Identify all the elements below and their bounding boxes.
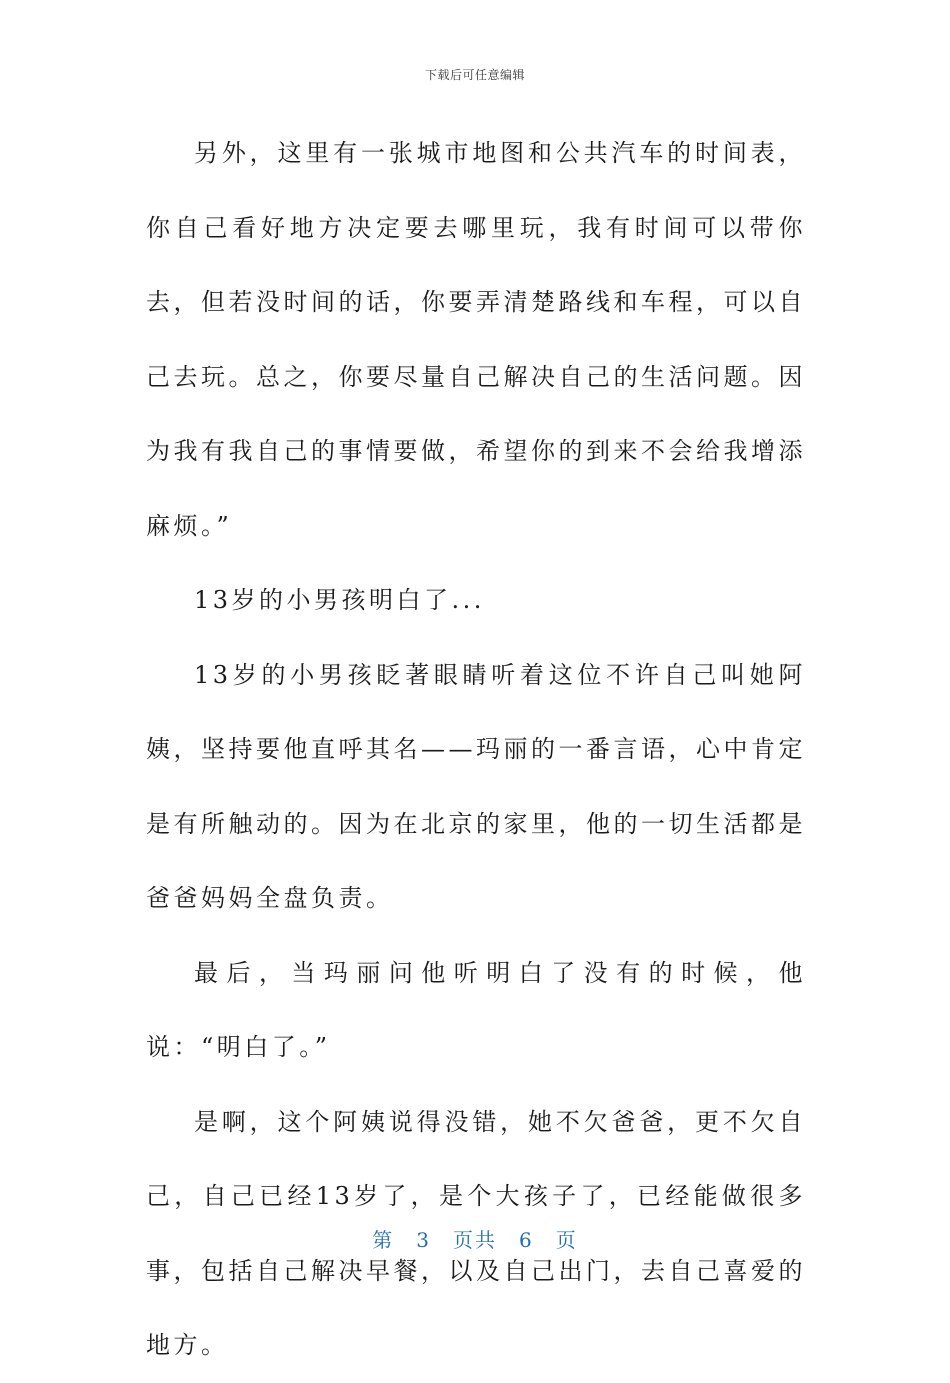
footer-current-page: 3: [416, 1228, 431, 1252]
paragraph-conclusion: 是啊，这个阿姨说得没错，她不欠爸爸，更不欠自己，自己已经13岁了，是个大孩子了，已经能做很多事，包括自己解决早餐，以及自己出门，去自己喜爱的地方。: [146, 1107, 806, 1359]
paragraph-boy-touched: 13岁的小男孩眨著眼睛听着这位不许自己叫她阿姨，坚持要他直呼其名——玛丽的一番言语，心中肯定是有所触动的。因为在北京的家里，他的一切生活都是爸爸妈妈全盘负责。: [146, 660, 806, 912]
footer-middle: 页共: [453, 1228, 497, 1252]
document-body: [146, 116, 806, 1383]
page-footer: [0, 1224, 950, 1253]
paragraph-boy-understood: 13岁的小男孩明白了...: [194, 586, 485, 614]
paragraph-map-and-bus: 另外，这里有一张城市地图和公共汽车的时间表，你自己看好地方决定要去哪里玩，我有时间可以带你去，但若没时间的话，你要弄清楚路线和车程，可以自己去玩。总之，你要尽量自己解决自己的生活问题。因为我有我自己的事情要做，希望你的到来不会给我增添麻烦。”: [146, 139, 806, 540]
header-note: 下载后可任意编辑: [424, 68, 525, 82]
footer-prefix: 第: [372, 1228, 395, 1252]
footer-total-pages: 6: [519, 1228, 534, 1252]
paragraph-mary-asks: 最后，当玛丽问他听明白了没有的时候，他说：“明白了。”: [146, 958, 806, 1061]
footer-suffix: 页: [555, 1228, 578, 1252]
